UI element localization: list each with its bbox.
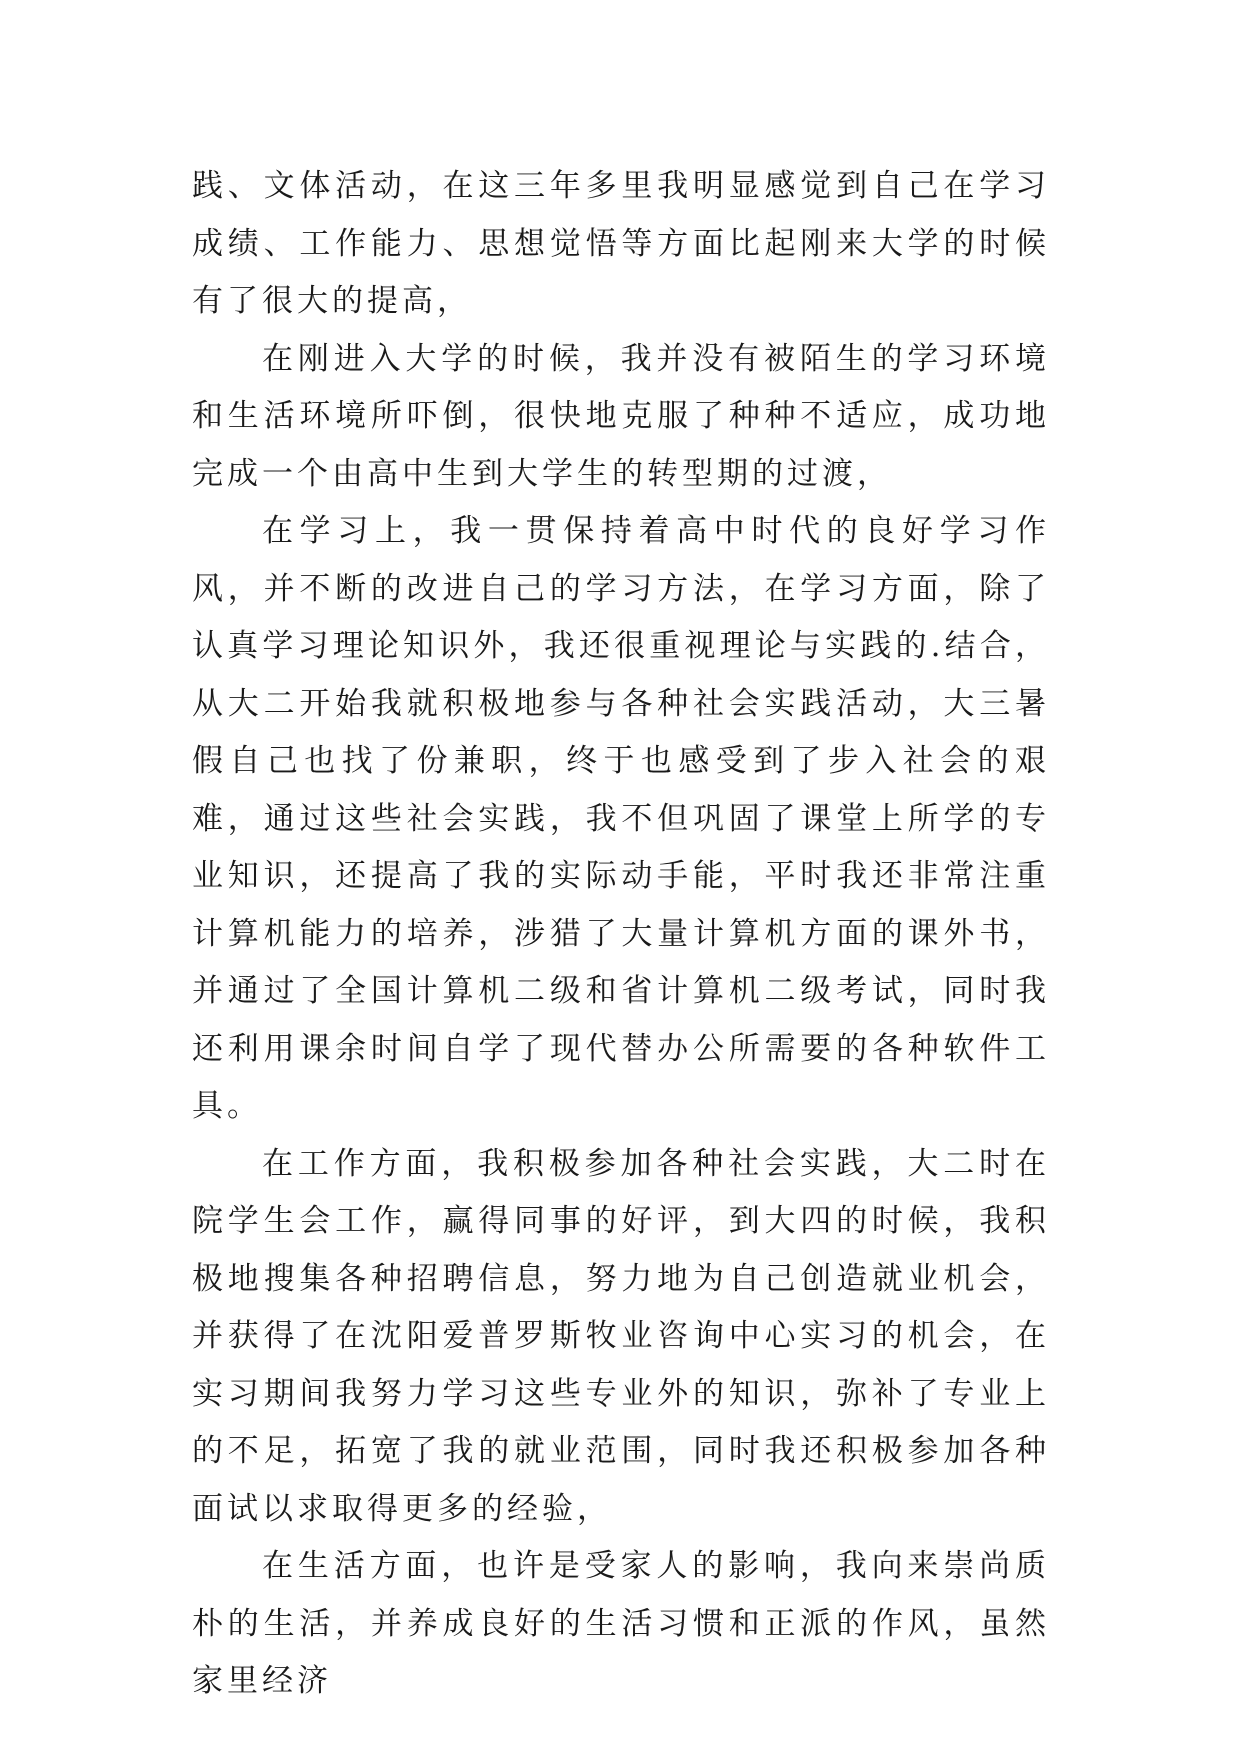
paragraph-1: 践、文体活动，在这三年多里我明显感觉到自己在学习成绩、工作能力、思想觉悟等方面比起刚来大学的时候有了很大的提高，: [192, 168, 1050, 319]
paragraph-4: 在工作方面，我积极参加各种社会实践，大二时在院学生会工作，赢得同事的好评，到大四的时候，我积极地搜集各种招聘信息，努力地为自己创造就业机会，并获得了在沈阳爱普罗斯牧业咨询中心实习的机会，在实习期间我努力学习这些专业外的知识，弥补了专业上的不足，拓宽了我的就业范围，同时我还积极参加各种面试以求取得更多的经验，: [192, 1145, 1050, 1527]
paragraph-2: 在刚进入大学的时候，我并没有被陌生的学习环境和生活环境所吓倒，很快地克服了种种不适应，成功地完成一个由高中生到大学生的转型期的过渡，: [192, 340, 1050, 492]
paragraph-3: 在学习上，我一贯保持着高中时代的良好学习作风，并不断的改进自己的学习方法，在学习方面，除了认真学习理论知识外，我还很重视理论与实践的.结合，从大二开始我就积极地参与各种社会实践活动，大三暑假自己也找了份兼职，终于也感受到了步入社会的艰难，通过这些社会实践，我不但巩固了课堂上所学的专业知识，还提高了我的实际动手能，平时我还非常注重计算机能力的培养，涉猎了大量计算机方面的课外书，并通过了全国计算机二级和省计算机二级考试，同时我还利用课余时间自学了现代替办公所需要的各种软件工具。: [192, 513, 1050, 1124]
paragraph-5: 在生活方面，也许是受家人的影响，我向来崇尚质朴的生活，并养成良好的生活习惯和正派的作风，虽然家里经济: [192, 1548, 1050, 1699]
document-body: [192, 158, 1050, 1711]
